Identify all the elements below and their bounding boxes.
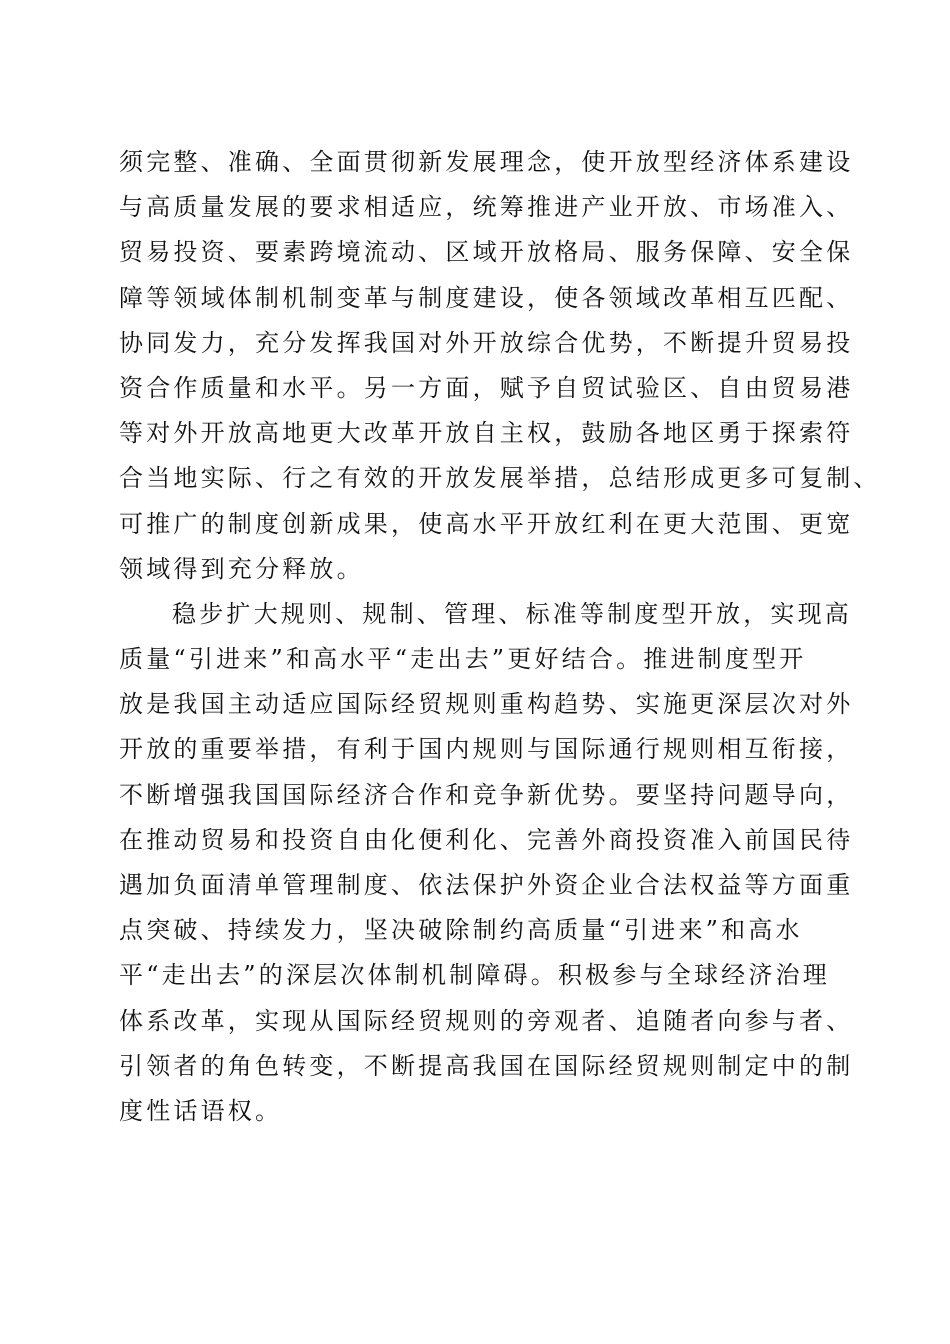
text-line: 质量“引进来”和高水平“走出去”更好结合。推进制度型开 [119, 645, 807, 674]
text-line: 开放的重要举措，有利于国内规则与国际通行规则相互衔接， [119, 735, 854, 764]
text-line: 协同发力，充分发挥我国对外开放综合优势，不断提升贸易投 [119, 328, 854, 357]
text-line: 放是我国主动适应国际经贸规则重构趋势、实施更深层次对外 [119, 690, 854, 719]
text-line: 障等领域体制机制变革与制度建设，使各领域改革相互匹配、 [119, 283, 854, 312]
text-line: 须完整、准确、全面贯彻新发展理念，使开放型经济体系建设 [119, 148, 854, 176]
text-line: 资合作质量和水平。另一方面，赋予自贸试验区、自由贸易港 [119, 373, 854, 402]
text-line: 领域得到充分释放。 [119, 554, 364, 583]
text-line: 不断增强我国国际经济合作和竞争新优势。要坚持问题导向， [119, 780, 854, 809]
text-line: 在推动贸易和投资自由化便利化、完善外商投资准入前国民待 [119, 825, 854, 854]
text-line: 体系改革，实现从国际经贸规则的旁观者、追随者向参与者、 [119, 1006, 854, 1035]
text-line: 遇加负面清单管理制度、依法保护外资企业合法权益等方面重 [119, 871, 854, 899]
text-line: 平“走出去”的深层次体制机制障碍。积极参与全球经济治理 [119, 961, 830, 990]
text-line: 度性话语权。 [119, 1096, 283, 1125]
text-line: 可推广的制度创新成果，使高水平开放红利在更大范围、更宽 [119, 509, 854, 538]
paragraph-first-line: 稳步扩大规则、规制、管理、标准等制度型开放，实现高 [172, 599, 852, 628]
text-line: 贸易投资、要素跨境流动、区域开放格局、服务保障、安全保 [119, 238, 854, 267]
text-line: 引领者的角色转变，不断提高我国在国际经贸规则制定中的制 [119, 1051, 854, 1080]
text-line: 点突破、持续发力，坚决破除制约高质量“引进来”和高水 [119, 916, 803, 945]
text-line: 等对外开放高地更大改革开放自主权，鼓励各地区勇于探索符 [119, 419, 854, 448]
text-line: 与高质量发展的要求相适应，统筹推进产业开放、市场准入、 [119, 193, 854, 222]
text-line: 合当地实际、行之有效的开放发展举措，总结形成更多可复制、 [119, 464, 881, 493]
body-text [119, 140, 881, 1134]
